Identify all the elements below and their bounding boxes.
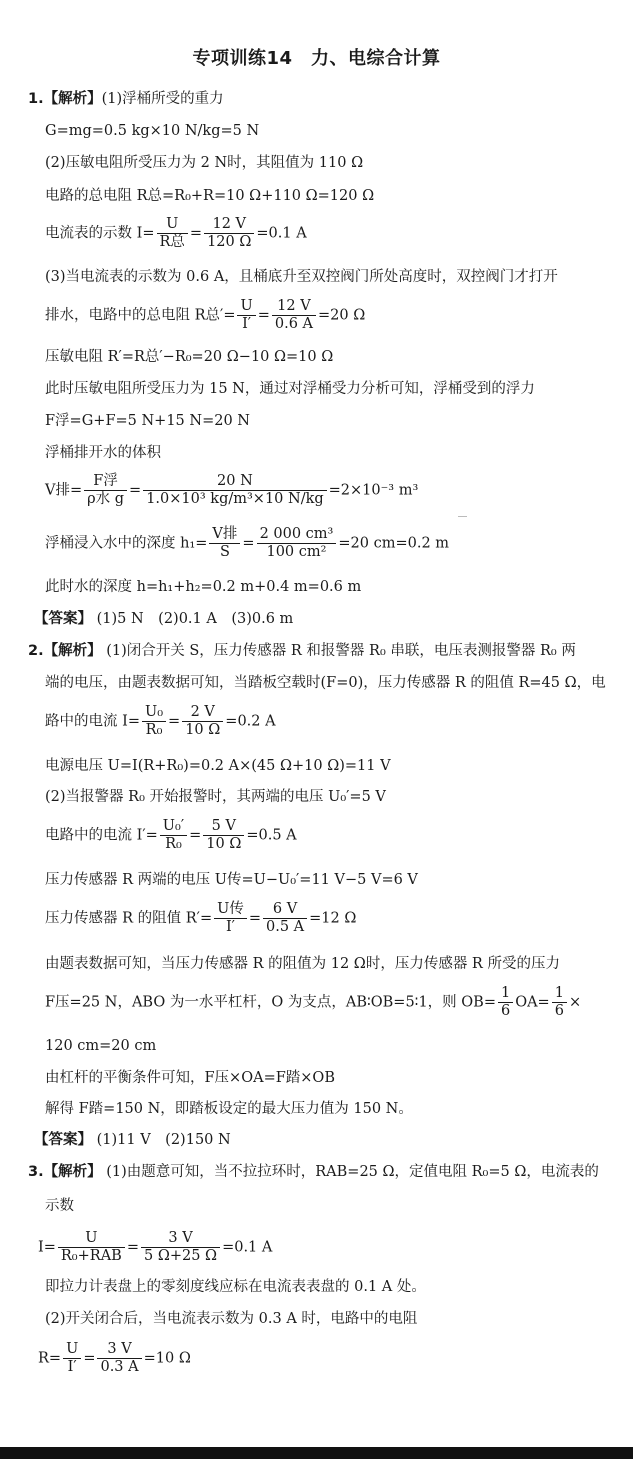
q2-answer: 【答案】 (1)11 V (2)150 N (34, 1132, 231, 1148)
fraction: $\frac{3 V}{0.3 A}$ (97, 1341, 141, 1376)
fraction: U R₀+RAB (58, 1230, 125, 1265)
q2-line1: (1)闭合开关 S，压力传感器 R 和报警器 R₀ 串联，电压表测报警器 R₀ 两 (101, 643, 576, 659)
q3-line6: R= $\frac{U}{I'}$ = $\frac{3 V}{0.3 A}$ =10 Ω (38, 1341, 191, 1375)
fraction: $\frac{1}{6}$ (552, 985, 567, 1020)
q3-number: 3. (28, 1164, 44, 1180)
q3-line5: (2)开关闭合后，当电流表示数为 0.3 A 时，电路中的电阻 (45, 1311, 418, 1327)
fraction: $\frac{3 V}{5 \Omega+25 \Omega}$ (141, 1230, 220, 1265)
q3-tag: 【解析】 (43, 1164, 102, 1180)
q2-header (28, 641, 576, 661)
q2-line11: 120 cm=20 cm (45, 1038, 157, 1054)
fraction: $\frac{12 V}{0.6 A}$ (272, 298, 316, 333)
q1-line4: 电路的总电阻 R总=R₀+R=10 Ω+110 Ω=120 Ω (45, 188, 375, 204)
q1-line3: (2)压敏电阻所受压力为 2 N时，其阻值为 110 Ω (45, 155, 364, 171)
fraction: $\frac{12 V}{120 \Omega}$ (204, 216, 254, 251)
fraction: $\frac{1}{6}$ (498, 985, 513, 1020)
q2-line3: 路中的电流 I= $\frac{\text{U₀}}{\text{R₀}}$ = $\frac{2 V}{10 \Omega}$ =0.2 A (45, 704, 276, 738)
q2-line9: 由题表数据可知，当压力传感器 R 的阻值为 12 Ω时，压力传感器 R 所受的压力 (45, 956, 560, 972)
fraction: F浮 ρ水 g (84, 473, 127, 508)
q3-line2: 示数 (45, 1198, 74, 1214)
fraction: U R总 (157, 216, 188, 251)
q1-line11: 浮桶排开水的体积 (45, 445, 161, 461)
bottom-edge-bar (0, 1447, 633, 1459)
q3-line1: (1)由题意可知，当不拉拉环时，RAB=25 Ω，定值电阻 R₀=5 Ω，电流表的 (101, 1164, 599, 1180)
q1-line10: F浮=G+F=5 N+15 N=20 N (45, 413, 250, 429)
q1-line14: 此时水的深度 h=h₁+h₂=0.2 m+0.4 m=0.6 m (45, 579, 362, 595)
q2-line7: 压力传感器 R 两端的电压 U传=U−U₀′=11 V−5 V=6 V (45, 872, 418, 888)
q1-answer: 【答案】 (1)5 N (2)0.1 A (3)0.6 m (34, 611, 294, 627)
q1-line9: 此时压敏电阻所受压力为 15 N，通过对浮桶受力分析可知，浮桶受到的浮力 (45, 381, 535, 397)
stray-mark (458, 516, 467, 517)
q3-header (28, 1162, 599, 1182)
q1-header (28, 89, 224, 109)
q2-line4: 电源电压 U=I(R+R₀)=0.2 A×(45 Ω+10 Ω)=11 V (45, 758, 391, 774)
q3-line4: 即拉力计表盘上的零刻度线应标在电流表表盘的 0.1 A 处。 (45, 1279, 426, 1295)
q2-line12: 由杠杆的平衡条件可知，F压×OA=F踏×OB (45, 1070, 335, 1086)
fraction: $\frac{6 V}{0.5 A}$ (263, 901, 307, 936)
q2-number: 2. (28, 643, 44, 659)
q1-l5-text: 电流表的示数 I= (45, 225, 155, 242)
fraction: $\frac{\text{2 000 cm³}}{\text{100 cm²}}$ (257, 526, 337, 561)
q2-line10: F压=25 N，ABO 为一水平杠杆，O 为支点，AB∶OB=5∶1，则 OB= $\frac{1}{6}$ OA= $\frac{1}{6}$ × (45, 985, 582, 1019)
q1-line8: 压敏电阻 R′=R总′−R₀=20 Ω−10 Ω=10 Ω (45, 349, 334, 365)
q2-line2: 端的电压，由题表数据可知，当踏板空载时(F=0)，压力传感器 R 的阻值 R=45 Ω，电 (45, 675, 606, 691)
q2-line5: (2)当报警器 R₀ 开始报警时，其两端的电压 U₀′=5 V (45, 789, 386, 805)
q2-line6: 电路中的电流 I′= $\frac{\text{U₀′}}{\text{R₀}}$ = $\frac{5 V}{10 \Omega}$ =0.5 A (45, 818, 297, 852)
fraction: $\frac{5 V}{10 \Omega}$ (203, 818, 244, 853)
q3-line3: I= U R₀+RAB = $\frac{3 V}{5 \Omega+25 \Omega}$ =0.1 A (38, 1230, 273, 1264)
q1-line5: 电流表的示数 I= U R总 = $\frac{12 V}{120 \Omega}$ =0.1 A (45, 216, 307, 250)
fraction: $\frac{U}{I'}$ (63, 1341, 81, 1376)
q1-line2: G=mg=0.5 kg×10 N/kg=5 N (45, 123, 260, 139)
fraction: $\frac{2 V}{10 \Omega}$ (182, 704, 223, 739)
fraction: V排 S (209, 526, 240, 561)
fraction: $\frac{U}{I'}$ (237, 298, 255, 333)
q1-line12: V排= F浮 ρ水 g = $\frac{20 N}{\text{1.0×10³ kg/m³×10 N/kg}}$ =2×10⁻³ m³ (45, 473, 419, 507)
q1-line1: (1)浮桶所受的重力 (101, 91, 224, 107)
q2-line13: 解得 F踏=150 N，即踏板设定的最大压力值为 150 N。 (45, 1101, 413, 1117)
q1-line7: 排水，电路中的总电阻 R总′= $\frac{U}{I'}$ = $\frac{12 V}{0.6 A}$ =20 Ω (45, 298, 366, 332)
q1-tag: 【解析】 (43, 91, 102, 107)
page-title: 专项训练14 力、电综合计算 (192, 48, 441, 69)
q1-line6: (3)当电流表的示数为 0.6 A，且桶底升至双控阀门所处高度时，双控阀门才打开 (45, 269, 558, 285)
q1-line13: 浮桶浸入水中的深度 h₁= V排 S = $\frac{\text{2 000 cm³}}{\text{100 cm²}}$ =20 cm=0.2 m (45, 526, 450, 560)
fraction: U传 I′ (214, 901, 247, 936)
fraction: $\frac{\text{U₀′}}{\text{R₀}}$ (160, 818, 187, 853)
q2-tag: 【解析】 (43, 643, 102, 659)
q1-number: 1. (28, 91, 44, 107)
fraction: $\frac{20 N}{\text{1.0×10³ kg/m³×10 N/kg}}$ (143, 473, 326, 508)
fraction: $\frac{\text{U₀}}{\text{R₀}}$ (142, 704, 166, 739)
q2-line8: 压力传感器 R 的阻值 R′= U传 I′ = $\frac{6 V}{0.5 A}$ =12 Ω (45, 901, 357, 935)
